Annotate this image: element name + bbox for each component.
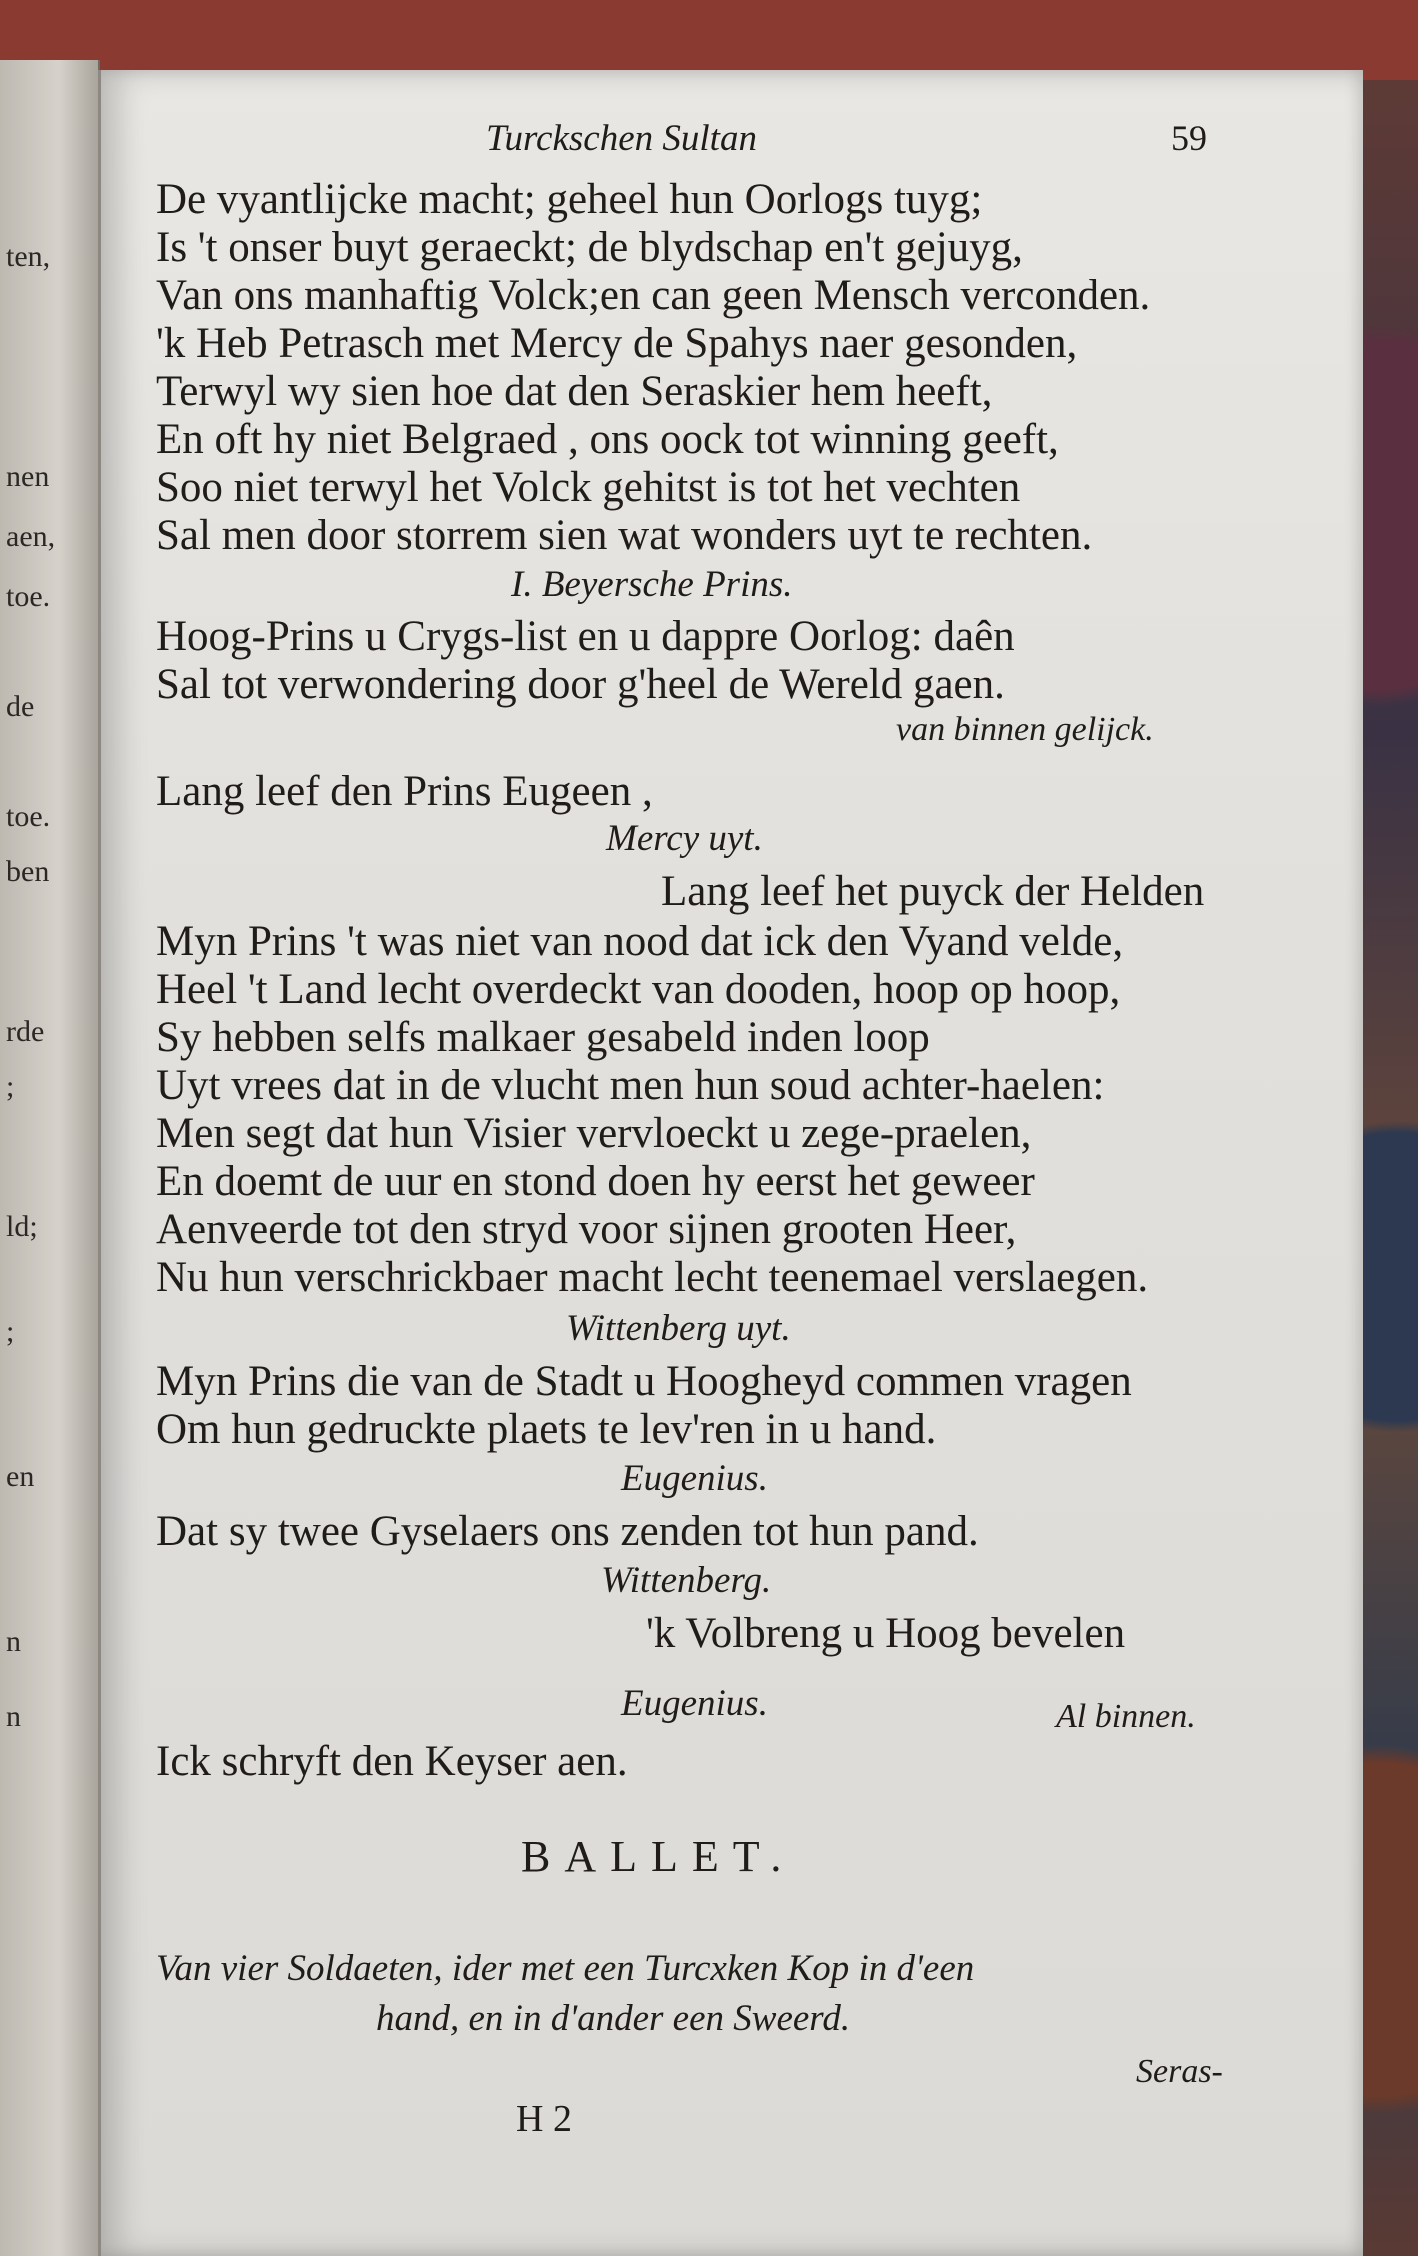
verse-line: En doemt de uur en stond doen hy eerst het geweer bbox=[156, 1158, 1035, 1205]
left-fragment: en bbox=[6, 1460, 35, 1493]
verse-line: De vyantlijcke macht; geheel hun Oorlogs tuyg; bbox=[156, 176, 983, 223]
ballet-heading: BALLET. bbox=[521, 1832, 796, 1881]
speaker-heading: Mercy uyt. bbox=[606, 818, 763, 859]
page-number: 59 bbox=[1171, 118, 1207, 158]
left-fragment: aen, bbox=[6, 520, 56, 553]
verse-line: Myn Prins die van de Stadt u Hoogheyd commen vragen bbox=[156, 1358, 1132, 1405]
left-fragment: toe. bbox=[6, 800, 51, 833]
left-page-edge bbox=[0, 60, 100, 2256]
verse-line: Nu hun verschrickbaer macht lecht teenemael verslaegen. bbox=[156, 1254, 1149, 1301]
ballet-description: Van vier Soldaeten, ider met een Turcxken Kop in d'een bbox=[156, 1948, 975, 1989]
left-fragment: de bbox=[6, 690, 35, 723]
left-fragment: nen bbox=[6, 460, 50, 493]
speaker-heading: Eugenius. bbox=[621, 1683, 768, 1724]
verse-line: Sal tot verwondering door g'heel de Wereld gaen. bbox=[156, 661, 1005, 708]
verse-line: Men segt dat hun Visier vervloeckt u zege-praelen, bbox=[156, 1110, 1032, 1157]
left-fragment: n bbox=[6, 1700, 21, 1733]
verse-line: Soo niet terwyl het Volck gehitst is tot het vechten bbox=[156, 464, 1021, 511]
verse-line: Lang leef den Prins Eugeen , bbox=[156, 768, 653, 815]
verse-line: Aenveerde tot den stryd voor sijnen grooten Heer, bbox=[156, 1206, 1017, 1253]
left-fragment: toe. bbox=[6, 580, 51, 613]
speaker-heading: Eugenius. bbox=[621, 1458, 768, 1499]
verse-line: Van ons manhaftig Volck;en can geen Mensch verconden. bbox=[156, 272, 1151, 319]
left-fragment: ben bbox=[6, 855, 50, 888]
verse-line: 'k Volbreng u Hoog bevelen bbox=[646, 1610, 1126, 1657]
catchword: Seras- bbox=[1136, 2053, 1223, 2090]
stage-direction: van binnen gelijck. bbox=[896, 711, 1154, 748]
verse-line: 'k Heb Petrasch met Mercy de Spahys naer gesonden, bbox=[156, 320, 1078, 367]
verse-line: Uyt vrees dat in de vlucht men hun soud achter-haelen: bbox=[156, 1062, 1105, 1109]
stage-direction: Al binnen. bbox=[1056, 1698, 1196, 1735]
signature-mark: H 2 bbox=[516, 2098, 572, 2140]
left-fragment: ld; bbox=[6, 1210, 38, 1243]
book-page bbox=[98, 70, 1363, 2256]
verse-line: Hoog-Prins u Crygs-list en u dappre Oorlog: daên bbox=[156, 613, 1015, 660]
verse-line: Heel 't Land lecht overdeckt van dooden, hoop op hoop, bbox=[156, 966, 1121, 1013]
verse-line: Is 't onser buyt geraeckt; de blydschap en't gejuyg, bbox=[156, 224, 1023, 271]
verse-line: Lang leef het puyck der Helden bbox=[661, 868, 1205, 915]
verse-line: Dat sy twee Gyselaers ons zenden tot hun pand. bbox=[156, 1508, 979, 1555]
verse-line: Sal men door storrem sien wat wonders uyt te rechten. bbox=[156, 512, 1093, 559]
verse-line: Ick schryft den Keyser aen. bbox=[156, 1738, 628, 1785]
left-fragment: ten, bbox=[6, 240, 51, 273]
verse-line: En oft hy niet Belgraed , ons oock tot winning geeft, bbox=[156, 416, 1059, 463]
left-fragment: n bbox=[6, 1625, 21, 1658]
speaker-heading: I. Beyersche Prins. bbox=[511, 564, 793, 605]
verse-line: Myn Prins 't was niet van nood dat ick den Vyand velde, bbox=[156, 918, 1124, 965]
verse-line: Sy hebben selfs malkaer gesabeld inden loop bbox=[156, 1014, 930, 1061]
speaker-heading: Wittenberg. bbox=[601, 1560, 772, 1601]
left-fragment: ; bbox=[6, 1315, 15, 1348]
running-head: Turckschen Sultan bbox=[486, 118, 757, 159]
left-fragment: rde bbox=[6, 1015, 45, 1048]
verse-line: Om hun gedruckte plaets te lev'ren in u hand. bbox=[156, 1406, 937, 1453]
left-fragment: ; bbox=[6, 1070, 15, 1103]
speaker-heading: Wittenberg uyt. bbox=[566, 1308, 791, 1349]
ballet-description: hand, en in d'ander een Sweerd. bbox=[376, 1998, 851, 2039]
verse-line: Terwyl wy sien hoe dat den Seraskier hem heeft, bbox=[156, 368, 993, 415]
